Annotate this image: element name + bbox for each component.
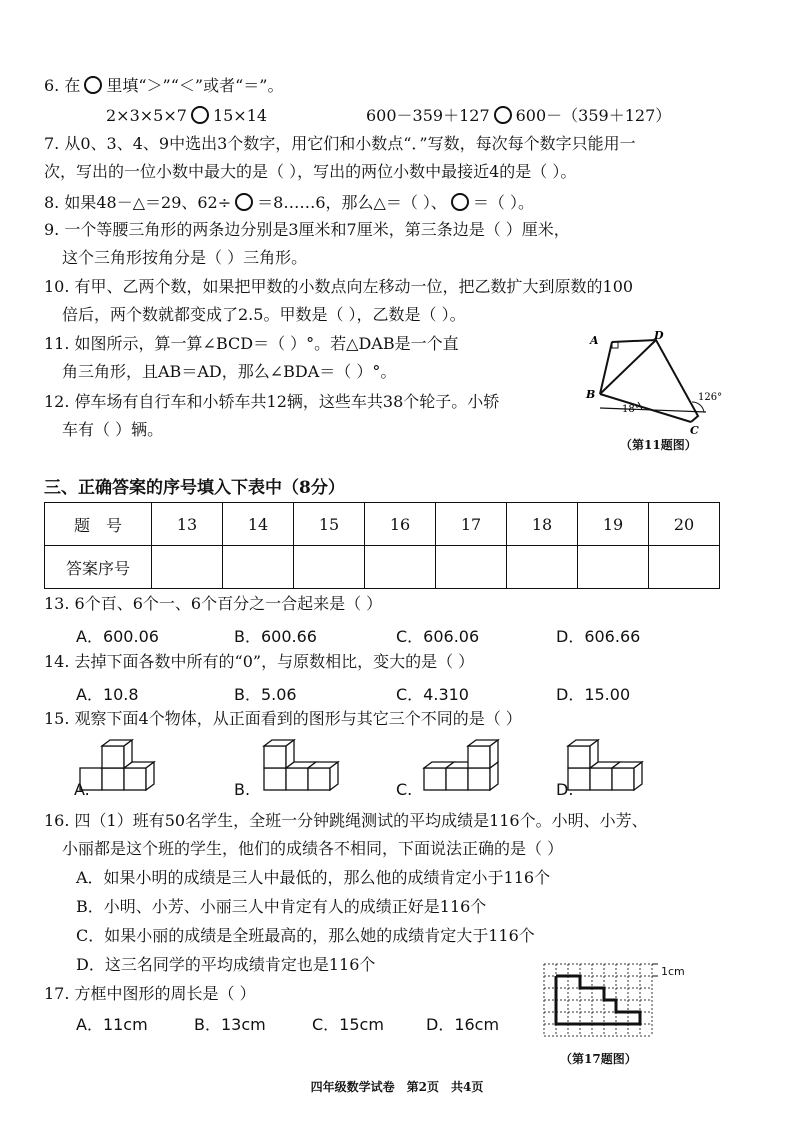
answer-cell[interactable] — [223, 546, 294, 589]
fig11-angle-18: 18° — [622, 404, 640, 415]
q13-option-a: A．600.06 — [76, 627, 159, 646]
q6-a-left: 2×3×5×7 — [106, 106, 187, 125]
q17-option-c: C．15cm — [312, 1015, 384, 1034]
fig11-angle-126: 126° — [698, 392, 723, 403]
q15-option-b: B. — [234, 780, 251, 799]
q6-stem — [44, 76, 283, 94]
q15-option-d: D. — [556, 780, 574, 799]
q9-line2: 这个三角形按角分是（ ）三角形。 — [62, 248, 308, 267]
q13-option-d: D．606.66 — [556, 627, 641, 646]
q17-stem: 17. 方框中图形的周长是（ ） — [44, 984, 256, 1003]
q16-option-c: C．如果小丽的成绩是全班最高的，那么她的成绩肯定大于116个 — [76, 926, 535, 945]
q11-line2: 角三角形，且AB＝AD，那么∠BDA＝（ ）°。 — [62, 362, 397, 381]
fig11-edge-bd — [600, 340, 656, 394]
answer-cell[interactable] — [436, 546, 507, 589]
page-footer: 四年级数学试卷 第2页 共4页 — [310, 1080, 484, 1094]
q14-option-c: C．4.310 — [396, 685, 469, 704]
answer-cell[interactable] — [649, 546, 720, 589]
grid-unit-label: 1cm — [661, 965, 685, 978]
q15-option-a: A. — [74, 780, 90, 799]
q14-stem: 14. 去掉下面各数中所有的“0”，与原数相比，变大的是（ ） — [44, 652, 475, 671]
q7-line2: 次，写出的一位小数中最大的是（ ），写出的两位小数中最接近4的是（ ）。 — [44, 162, 577, 181]
q17-option-b: B．13cm — [194, 1015, 266, 1034]
row-label-question: 题 号 — [45, 503, 152, 546]
answer-cell[interactable] — [365, 546, 436, 589]
answer-cell[interactable] — [294, 546, 365, 589]
q6-suffix: 里填“＞”“＜”或者“＝”。 — [106, 76, 284, 95]
q12-line1: 12. 停车场有自行车和小轿车共12辆，这些车共38个轮子。小轿 — [44, 392, 500, 411]
question-number: 16 — [365, 503, 436, 546]
question-number: 15 — [294, 503, 365, 546]
q6-b-right: 600－（359＋127） — [515, 106, 672, 125]
fig11-baseline — [600, 408, 706, 412]
q10-line1: 10. 有甲、乙两个数，如果把甲数的小数点向左移动一位，把乙数扩大到原数的100 — [44, 277, 634, 296]
question-number: 20 — [649, 503, 720, 546]
figure-11-diagram — [584, 330, 734, 440]
question-number: 17 — [436, 503, 507, 546]
answer-table-header-row — [45, 503, 720, 546]
q15-option-c: C. — [396, 780, 413, 799]
question-number: 14 — [223, 503, 294, 546]
q10-line2: 倍后，两个数就都变成了2.5。甲数是（ ），乙数是（ ）。 — [62, 305, 466, 324]
answer-table — [44, 502, 720, 589]
figure-11-caption: （第11题图） — [620, 438, 697, 452]
q6-a-right: 15×14 — [212, 106, 268, 125]
q8-stem — [44, 193, 534, 211]
q9-line1: 9. 一个等腰三角形的两条边分别是3厘米和7厘米，第三条边是（ ）厘米， — [44, 220, 570, 239]
fig11-label-d: D — [654, 329, 664, 342]
figure-17-grid — [540, 960, 660, 1044]
q16-line2: 小丽都是这个班的学生，他们的成绩各不相同，下面说法正确的是（ ） — [62, 839, 564, 858]
cubes-figure-c — [394, 734, 524, 798]
q15-stem: 15. 观察下面4个物体，从正面看到的图形与其它三个不同的是（ ） — [44, 709, 522, 728]
fig11-label-c: C — [690, 424, 699, 437]
q8-part1: 8. 如果48－△＝29、62÷ — [44, 193, 232, 212]
cubes-figure-b — [232, 734, 362, 798]
fig11-edge-ab — [600, 342, 612, 394]
q14-option-b: B．5.06 — [234, 685, 297, 704]
q17-option-a: A．11cm — [76, 1015, 148, 1034]
q7-line1: 7. 从0、3、4、9中选出3个数字，用它们和小数点“．”写数，每次每个数字只能用一 — [44, 134, 636, 153]
q13-stem: 13. 6个百、6个一、6个百分之一合起来是（ ） — [44, 594, 383, 613]
q16-option-a: A．如果小明的成绩是三人中最低的，那么他的成绩肯定小于116个 — [76, 868, 551, 887]
cubes-figure-a — [72, 734, 202, 798]
circle-icon — [451, 193, 469, 211]
answer-table-answer-row — [45, 546, 720, 589]
section-3-title: 三、正确答案的序号填入下表中（8分） — [44, 478, 345, 498]
q17-option-d: D．16cm — [426, 1015, 500, 1034]
answer-cell[interactable] — [578, 546, 649, 589]
q6-b-left: 600－359＋127 — [366, 106, 490, 125]
q16-line1: 16. 四（1）班有50名学生，全班一分钟跳绳测试的平均成绩是116个。小明、小芳、 — [44, 811, 648, 830]
q6-compare-a — [106, 106, 267, 124]
question-number: 19 — [578, 503, 649, 546]
q13-option-b: B．600.66 — [234, 627, 317, 646]
answer-cell[interactable] — [152, 546, 223, 589]
q13-option-c: C．606.06 — [396, 627, 480, 646]
row-label-answer: 答案序号 — [45, 546, 152, 589]
q14-option-d: D．15.00 — [556, 685, 631, 704]
fig11-label-b: B — [586, 388, 596, 401]
fig11-label-a: A — [590, 334, 599, 347]
q16-option-d: D．这三名同学的平均成绩肯定也是116个 — [76, 955, 376, 974]
circle-blank-icon[interactable] — [494, 106, 512, 124]
cubes-figure-d — [554, 734, 684, 798]
circle-icon — [235, 193, 253, 211]
question-number: 18 — [507, 503, 578, 546]
circle-blank-icon — [84, 76, 102, 94]
question-number: 13 — [152, 503, 223, 546]
answer-cell[interactable] — [507, 546, 578, 589]
q12-line2: 车有（ ）辆。 — [62, 420, 164, 439]
q6-compare-b — [366, 106, 671, 124]
q6-prefix: 6. 在 — [44, 76, 81, 95]
circle-blank-icon[interactable] — [191, 106, 209, 124]
q14-option-a: A．10.8 — [76, 685, 139, 704]
q11-line1: 11. 如图所示，算一算∠BCD＝（ ）°。若△DAB是一个直 — [44, 334, 459, 353]
q8-part3: ＝（ ）。 — [472, 193, 535, 212]
q8-part2: ＝8……6，那么△＝（ ）、 — [257, 193, 447, 212]
q16-option-b: B．小明、小芳、小丽三人中肯定有人的成绩正好是116个 — [76, 897, 487, 916]
figure-17-caption: （第17题图） — [560, 1052, 637, 1066]
